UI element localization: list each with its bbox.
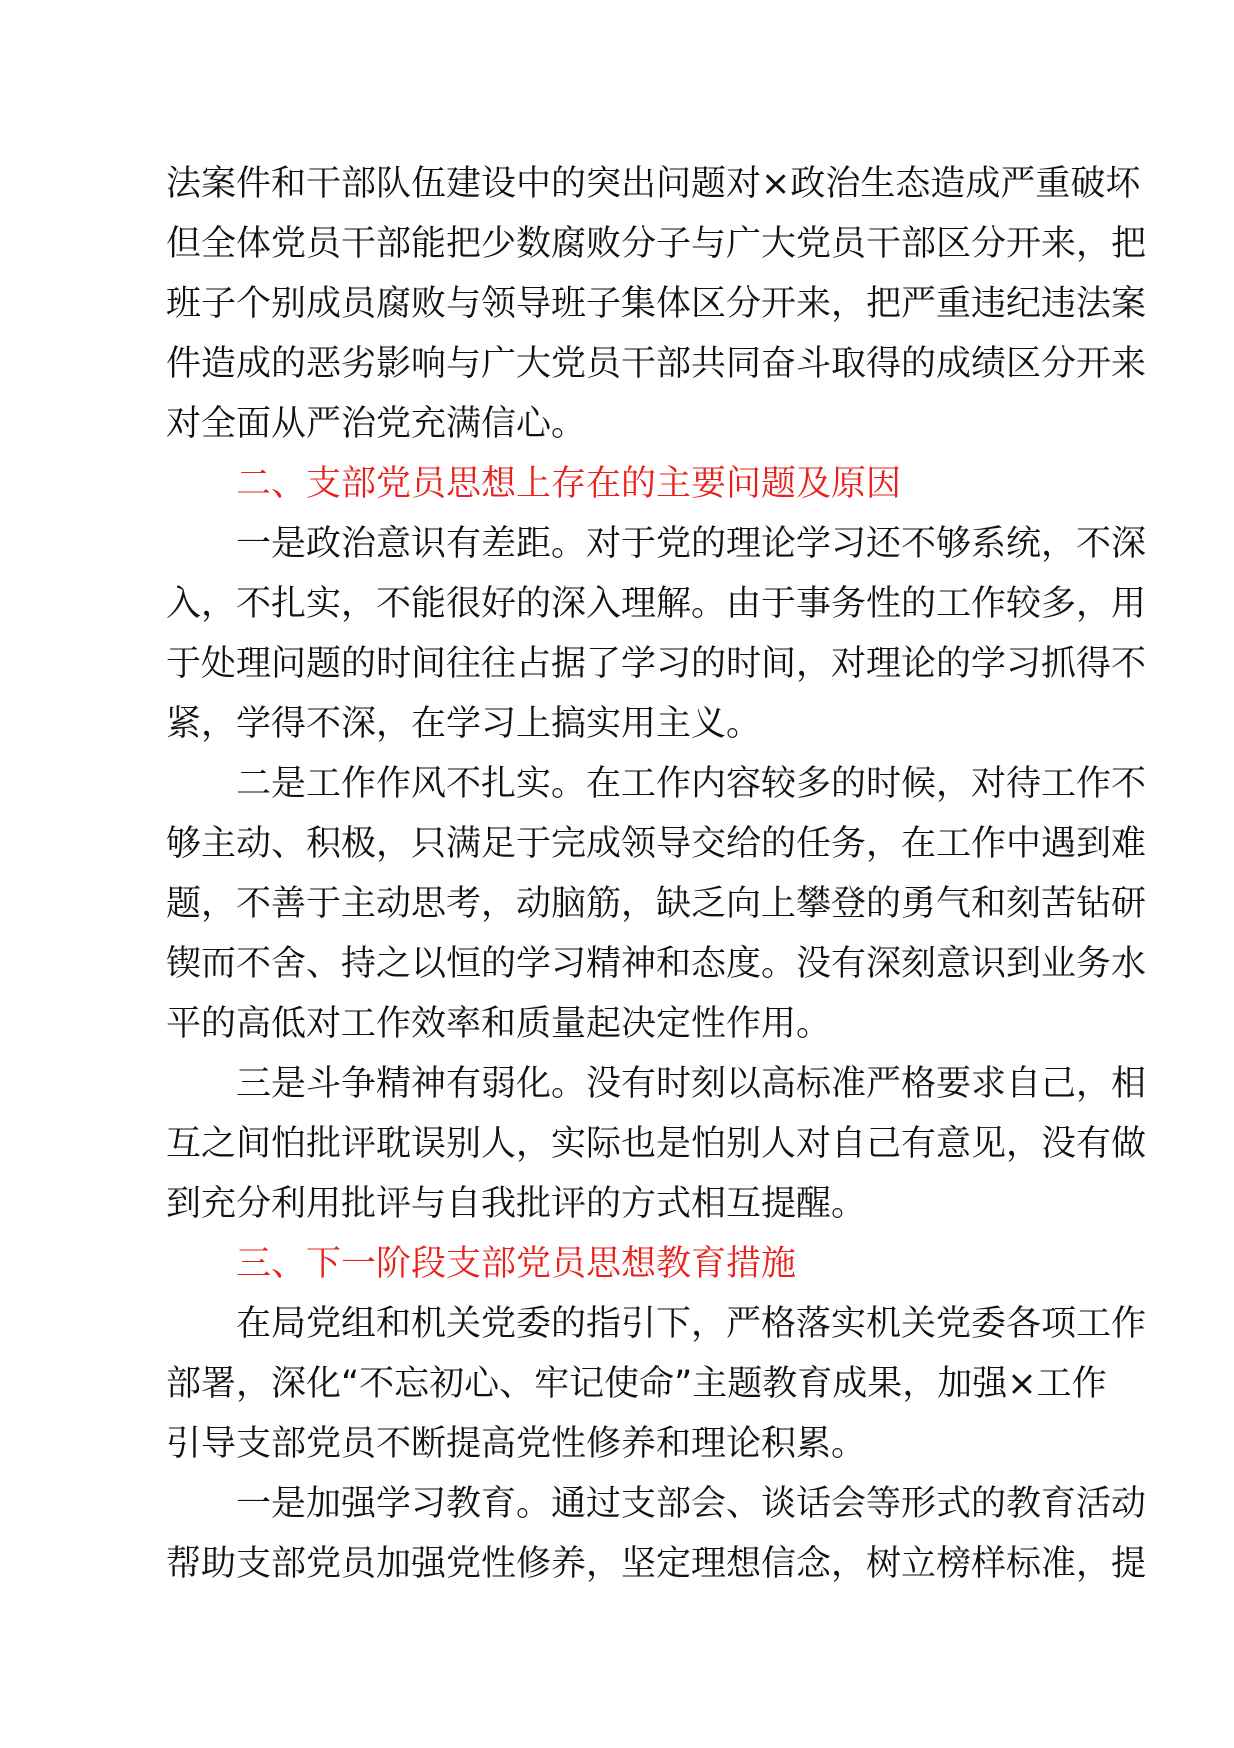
paragraph-first-line: 三是斗争精神有弱化。没有时刻以高标准严格要求自己，相 (236, 1064, 1147, 1104)
text-line: 法案件和干部队伍建设中的突出问题对×政治生态造成严重破坏 (166, 164, 1141, 204)
text-line: 帮助支部党员加强党性修养，坚定理想信念，树立榜样标准，提 (166, 1544, 1147, 1584)
text-line: 题，不善于主动思考，动脑筋，缺乏向上攀登的勇气和刻苦钻研 (166, 884, 1147, 924)
text-line: 够主动、积极，只满足于完成领导交给的任务，在工作中遇到难 (166, 824, 1147, 864)
text-line: 到充分利用批评与自我批评的方式相互提醒。 (166, 1184, 867, 1224)
text-line: 但全体党员干部能把少数腐败分子与广大党员干部区分开来，把 (166, 224, 1147, 264)
text-line: 班子个别成员腐败与领导班子集体区分开来，把严重违纪违法案 (166, 284, 1147, 324)
section-heading-3: 三、下一阶段支部党员思想教育措施 (236, 1244, 797, 1284)
text-line: 互之间怕批评耽误别人，实际也是怕别人对自己有意见，没有做 (166, 1124, 1147, 1164)
text-line: 入，不扎实，不能很好的深入理解。由于事务性的工作较多，用 (166, 584, 1147, 624)
text-line: 件造成的恶劣影响与广大党员干部共同奋斗取得的成绩区分开来 (166, 344, 1147, 384)
text-line: 平的高低对工作效率和质量起决定性作用。 (166, 1004, 832, 1044)
text-line: 部署，深化“不忘初心、牢记使命”主题教育成果，加强×工作 (166, 1364, 1107, 1404)
text-line: 对全面从严治党充满信心。 (166, 404, 587, 444)
text-line: 紧，学得不深，在学习上搞实用主义。 (166, 704, 762, 744)
text-line: 引导支部党员不断提高党性修养和理论积累。 (166, 1424, 867, 1464)
text-line: 锲而不舍、持之以恒的学习精神和态度。没有深刻意识到业务水 (166, 944, 1147, 984)
paragraph-first-line: 一是政治意识有差距。对于党的理论学习还不够系统，不深 (236, 524, 1147, 564)
section-heading-2: 二、支部党员思想上存在的主要问题及原因 (236, 464, 902, 504)
paragraph-first-line: 二是工作作风不扎实。在工作内容较多的时候，对待工作不 (236, 764, 1147, 804)
paragraph-first-line: 在局党组和机关党委的指引下，严格落实机关党委各项工作 (236, 1304, 1147, 1344)
paragraph-first-line: 一是加强学习教育。通过支部会、谈话会等形式的教育活动 (236, 1484, 1147, 1524)
document-body (166, 154, 1147, 1594)
text-line: 于处理问题的时间往往占据了学习的时间，对理论的学习抓得不 (166, 644, 1147, 684)
